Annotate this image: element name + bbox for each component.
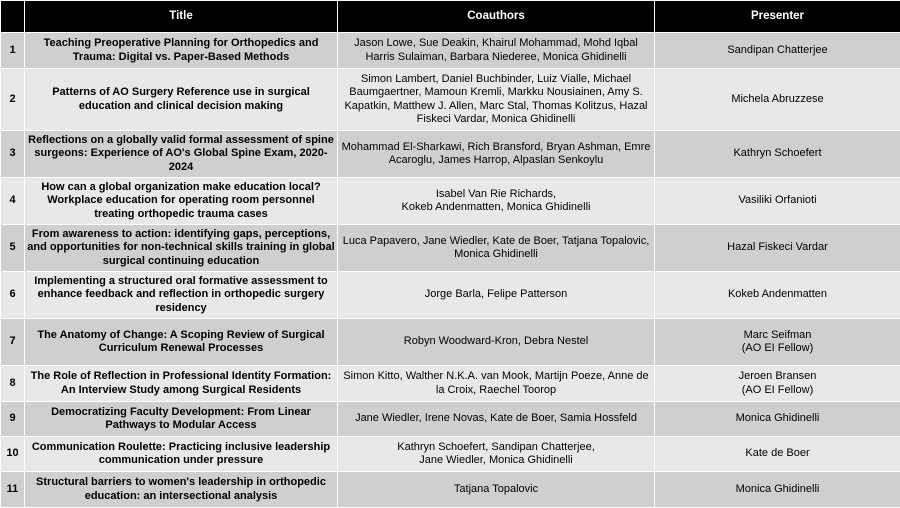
row-presenter: Monica Ghidinelli: [655, 472, 900, 508]
row-title: Teaching Preoperative Planning for Orthopedics and Trauma: Digital vs. Paper-Based Methods: [25, 33, 338, 69]
row-presenter: Hazal Fiskeci Vardar: [655, 225, 900, 272]
row-presenter: Michela Abruzzese: [655, 69, 900, 131]
table-row: [1, 272, 900, 319]
table-row: [1, 402, 900, 437]
row-number: 9: [1, 402, 25, 437]
row-number: 4: [1, 178, 25, 225]
row-presenter: Marc Seifman (AO EI Fellow): [655, 319, 900, 366]
row-number: 5: [1, 225, 25, 272]
header-number: [1, 1, 25, 33]
row-coauthors: Tatjana Topalovic: [338, 472, 655, 508]
row-presenter: Vasiliki Orfanioti: [655, 178, 900, 225]
row-title: The Anatomy of Change: A Scoping Review of Surgical Curriculum Renewal Processes: [25, 319, 338, 366]
row-number: 8: [1, 366, 25, 402]
row-number: 1: [1, 33, 25, 69]
row-coauthors: Jason Lowe, Sue Deakin, Khairul Mohammad, Mohd Iqbal Harris Sulaiman, Barbara Niederee, Monica Ghidinelli: [338, 33, 655, 69]
row-coauthors: Isabel Van Rie Richards, Kokeb Andenmatten, Monica Ghidinelli: [338, 178, 655, 225]
table-row: [1, 472, 900, 508]
row-title: Patterns of AO Surgery Reference use in surgical education and clinical decision making: [25, 69, 338, 131]
table-row: [1, 319, 900, 366]
header-row: [1, 1, 900, 33]
table-row: [1, 225, 900, 272]
table-row: [1, 178, 900, 225]
row-coauthors: Simon Kitto, Walther N.K.A. van Mook, Martijn Poeze, Anne de la Croix, Raechel Toorop: [338, 366, 655, 402]
row-number: 6: [1, 272, 25, 319]
row-presenter: Jeroen Bransen (AO EI Fellow): [655, 366, 900, 402]
row-presenter: Kokeb Andenmatten: [655, 272, 900, 319]
table-row: [1, 131, 900, 178]
row-presenter: Monica Ghidinelli: [655, 402, 900, 437]
row-title: Structural barriers to women's leadership in orthopedic education: an intersectional analysis: [25, 472, 338, 508]
table-row: [1, 69, 900, 131]
row-coauthors: Jorge Barla, Felipe Patterson: [338, 272, 655, 319]
header-presenter: Presenter: [655, 1, 900, 33]
row-coauthors: Luca Papavero, Jane Wiedler, Kate de Boer, Tatjana Topalovic, Monica Ghidinelli: [338, 225, 655, 272]
row-title: The Role of Reflection in Professional Identity Formation: An Interview Study among Surgical Residents: [25, 366, 338, 402]
row-number: 3: [1, 131, 25, 178]
row-title: How can a global organization make education local? Workplace education for operating room personnel treating orthopedic trauma cases: [25, 178, 338, 225]
row-presenter: Kate de Boer: [655, 437, 900, 472]
row-presenter: Kathryn Schoefert: [655, 131, 900, 178]
table-row: [1, 437, 900, 472]
row-number: 11: [1, 472, 25, 508]
row-number: 2: [1, 69, 25, 131]
row-title: Reflections on a globally valid formal assessment of spine surgeons: Experience of AO's Global Spine Exam, 2020-2024: [25, 131, 338, 178]
row-number: 7: [1, 319, 25, 366]
row-title: Implementing a structured oral formative assessment to enhance feedback and reflection in orthopedic surgery residency: [25, 272, 338, 319]
table-row: [1, 366, 900, 402]
row-presenter: Sandipan Chatterjee: [655, 33, 900, 69]
row-coauthors: Kathryn Schoefert, Sandipan Chatterjee, Jane Wiedler, Monica Ghidinelli: [338, 437, 655, 472]
row-title: Communication Roulette: Practicing inclusive leadership communication under pressure: [25, 437, 338, 472]
row-coauthors: Jane Wiedler, Irene Novas, Kate de Boer, Samia Hossfeld: [338, 402, 655, 437]
header-coauthors: Coauthors: [338, 1, 655, 33]
header-title: Title: [25, 1, 338, 33]
row-coauthors: Mohammad El-Sharkawi, Rich Bransford, Bryan Ashman, Emre Acaroglu, James Harrop, Alpaslan Senkoylu: [338, 131, 655, 178]
row-number: 10: [1, 437, 25, 472]
table-row: [1, 33, 900, 69]
row-title: Democratizing Faculty Development: From Linear Pathways to Modular Access: [25, 402, 338, 437]
row-coauthors: Simon Lambert, Daniel Buchbinder, Luiz Vialle, Michael Baumgaertner, Mamoun Kremli, Markku Nousiainen, Amy S. Kapatkin, Matthew J. Allen, Marc Stal, Thomas Kolitzus, Hazal Fiskeci Vardar, Monica Ghidinelli: [338, 69, 655, 131]
row-coauthors: Robyn Woodward-Kron, Debra Nestel: [338, 319, 655, 366]
row-title: From awareness to action: identifying gaps, perceptions, and opportunities for non-technical skills training in global surgical continuing education: [25, 225, 338, 272]
